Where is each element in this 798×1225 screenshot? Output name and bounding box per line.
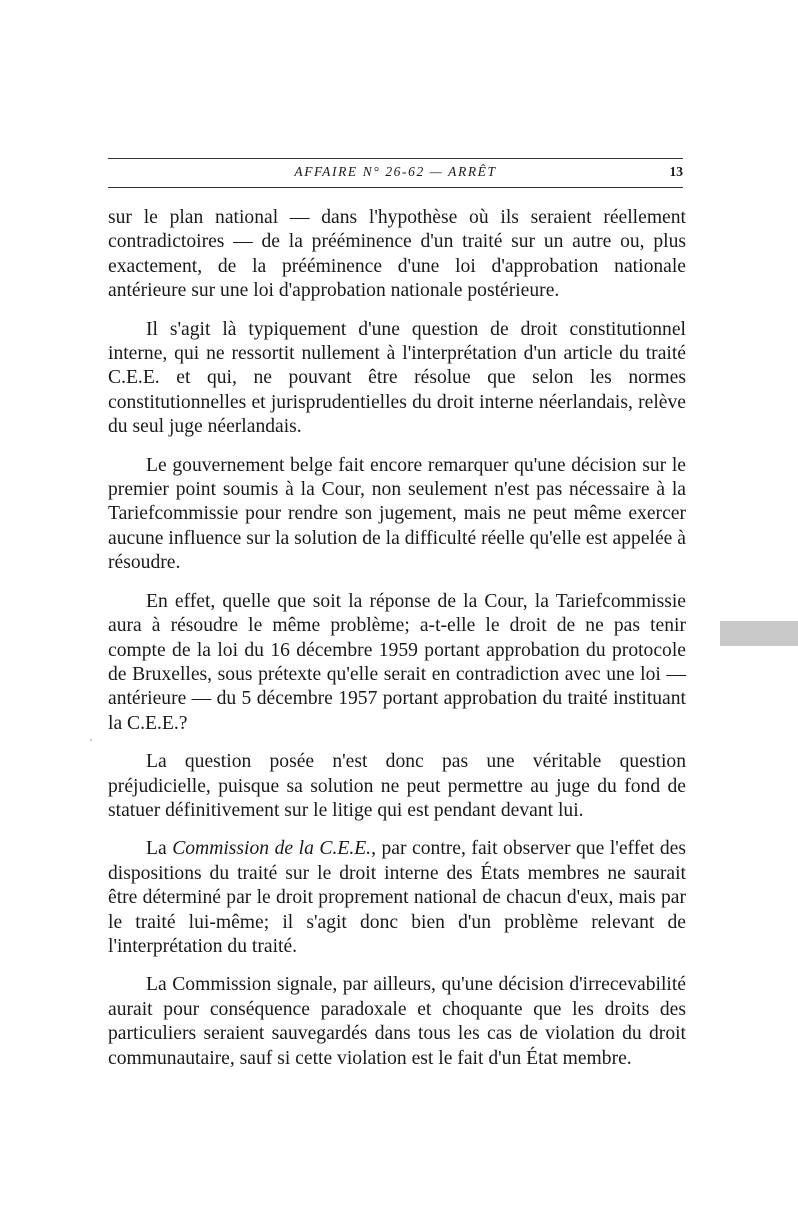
paragraph-1 — [108, 206, 686, 304]
paragraph-3 — [108, 454, 686, 576]
paragraph-4 — [108, 590, 686, 736]
paragraph-3-text: Le gouvernement belge fait encore remarquer qu'une décision sur le premier point soumis à la Cour, non seulement n'est pas nécessaire à la Tariefcommissie pour rendre son jugement, mais ne peut même exercer aucune influence sur la solution de la difficulté réelle qu'elle est appelée à résoudre. — [108, 454, 686, 574]
paragraph-1-text: sur le plan national — dans l'hypothèse où ils seraient réellement contradictoires — de la prééminence d'un traité sur un autre ou, plus exactement, de la prééminence d'une loi d'approbation nationale antérieure sur une loi d'approbation nationale postérieure. — [108, 207, 686, 302]
paragraph-4-text: En effet, quelle que soit la réponse de la Cour, la Tariefcommissie aura à résoudre le même problème; a-t-elle le droit de ne pas tenir compte de la loi du 16 décembre 1959 portant approbation du protocole de Bruxelles, sous prétexte qu'elle serait en contradiction avec une loi — antérieure — du 5 décembre 1957 portant approbation du traité instituant la C.E.E.? — [108, 590, 686, 734]
body-text — [108, 206, 686, 1085]
paragraph-6-emphasis: Commission de la C.E.E. — [172, 838, 372, 860]
paragraph-6 — [108, 837, 686, 959]
paragraph-6-lead: La — [146, 838, 173, 860]
paragraph-2-text: Il s'agit là typiquement d'une question de droit constitutionnel interne, qui ne ressortit nullement à l'interprétation d'un article du traité C.E.E. et qui, ne pouvant être résolue que selon les normes constitutionnelles et jurisprudentielles du droit interne néerlandais, relève du seul juge néerlandais. — [108, 318, 686, 438]
paragraph-7 — [108, 973, 686, 1071]
running-title: AFFAIRE N° 26-62 — ARRÊT — [294, 164, 497, 179]
header-bottom-rule — [108, 187, 683, 188]
paragraph-2 — [108, 318, 686, 440]
page-number: 13 — [669, 164, 683, 179]
running-head — [108, 162, 683, 184]
paragraph-7-text: La Commission signale, par ailleurs, qu'une décision d'irrecevabilité aurait pour conséquence paradoxale et choquante que les droits des particuliers seraient sauvegardés dans tous les cas de violation du droit communautaire, sauf si cette violation est le fait d'un État membre. — [108, 974, 686, 1069]
page-edge-tab — [720, 621, 798, 646]
scan-speck — [90, 739, 92, 741]
paragraph-6-text: , par contre, fait observer que l'effet des dispositions du traité sur le droit interne des États membres ne saurait être déterminé par le droit proprement national de chacun d'eux, mais par le traité lui-même; il s'agit donc bien d'un problème relevant de l'interprétation du traité. — [108, 838, 686, 957]
paragraph-5-text: La question posée n'est donc pas une véritable question préjudicielle, puisque sa solution ne peut permettre au juge du fond de statuer définitivement sur le litige qui est pendant devant lui. — [108, 751, 686, 821]
header-top-rule — [108, 158, 683, 159]
paragraph-5 — [108, 750, 686, 823]
